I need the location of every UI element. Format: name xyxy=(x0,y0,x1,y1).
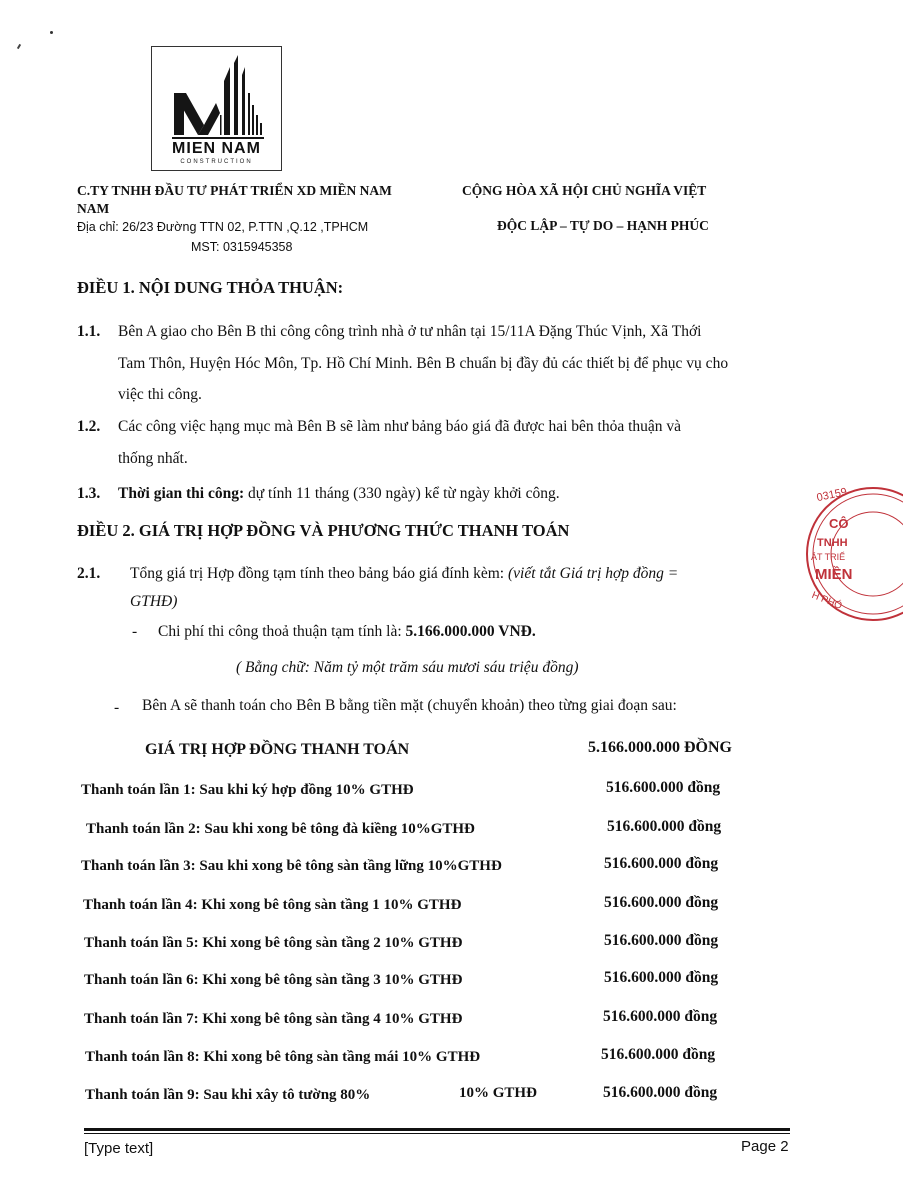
svg-text:03159: 03159 xyxy=(815,486,849,505)
clause-2-1-text: Tổng giá trị Hợp đồng tạm tính theo bảng báo giá đính kèm: xyxy=(130,565,508,582)
amount-in-words: ( Bằng chữ: Năm tỷ một trăm sáu mươi sáu triệu đồng) xyxy=(236,659,579,676)
article-2-title: ĐIỀU 2. GIÁ TRỊ HỢP ĐỒNG VÀ PHƯƠNG THỨC THANH TOÁN xyxy=(77,521,570,540)
national-motto: ĐỘC LẬP – TỰ DO – HẠNH PHÚC xyxy=(497,218,709,233)
payment-stage-amount: 516.600.000 đồng xyxy=(604,969,719,986)
cost-value: 5.166.000.000 VNĐ. xyxy=(405,623,536,640)
clause-1-1-line3: việc thi công. xyxy=(118,386,202,403)
company-address: Địa chỉ: 26/23 Đường TTN 02, P.TTN ,Q.12 ,TPHCM xyxy=(77,220,369,234)
payment-stage-label: Thanh toán lần 3: Sau khi xong bê tông sàn tầng lững 10%GTHĐ xyxy=(81,858,502,874)
payment-stage-label: Thanh toán lần 7: Khi xong bê tông sàn tầng 4 10% GTHĐ xyxy=(84,1011,463,1027)
svg-text:CÔ: CÔ xyxy=(829,516,849,531)
scan-mark xyxy=(17,44,21,49)
national-title: CỘNG HÒA XÃ HỘI CHỦ NGHĨA VIỆT xyxy=(462,183,707,198)
tax-code: MST: 0315945358 xyxy=(191,240,293,254)
payment-stage-label: Thanh toán lần 8: Khi xong bê tông sàn tầng mái 10% GTHĐ xyxy=(85,1049,481,1065)
company-logo xyxy=(151,46,282,171)
payment-stage-label: Thanh toán lần 1: Sau khi ký hợp đồng 10% GTHĐ xyxy=(81,782,414,798)
clause-1-1-line1: Bên A giao cho Bên B thi công công trình nhà ở tư nhân tại 15/11A Đặng Thúc Vịnh, Xã Thới xyxy=(118,323,702,340)
scan-mark xyxy=(50,31,53,34)
clause-1-2-line1: Các công việc hạng mục mà Bên B sẽ làm như bảng báo giá đã được hai bên thỏa thuận và xyxy=(118,418,682,435)
contract-value-total: 5.166.000.000 ĐỒNG xyxy=(588,739,732,756)
company-name-cont: NAM xyxy=(77,201,110,216)
payment-intro: Bên A sẽ thanh toán cho Bên B bằng tiền mặt (chuyển khoản) theo từng giai đoạn sau: xyxy=(142,697,677,714)
footer-rule xyxy=(84,1128,790,1131)
payment-stage-amount: 516.600.000 đồng xyxy=(604,855,719,872)
bullet-dash: - xyxy=(114,699,120,716)
payment-stage-label: Thanh toán lần 2: Sau khi xong bê tông đà kiềng 10%GTHĐ xyxy=(86,821,475,837)
payment-stage-amount: 516.600.000 đồng xyxy=(604,932,719,949)
clause-2-1-abbr-cont: GTHĐ) xyxy=(130,593,178,610)
payment-stage-label: Thanh toán lần 5: Khi xong bê tông sàn tầng 2 10% GTHĐ xyxy=(84,935,463,951)
svg-text:MIỀN: MIỀN xyxy=(815,566,853,583)
building-logo-icon xyxy=(164,53,270,153)
payment-stage-amount: 516.600.000 đồng xyxy=(603,1084,718,1101)
logo-name: MIEN NAM xyxy=(172,140,261,157)
article-1-title: ĐIỀU 1. NỘI DUNG THỎA THUẬN: xyxy=(77,278,344,297)
clause-1-1-line2: Tam Thôn, Huyện Hóc Môn, Tp. Hồ Chí Minh. Bên B chuẩn bị đầy đủ các thiết bị để phục vụ cho xyxy=(118,355,729,372)
clause-2-1-line1 xyxy=(130,558,678,589)
payment-stage-amount: 516.600.000 đồng xyxy=(603,1008,718,1025)
clause-1-2-line2: thống nhất. xyxy=(118,450,188,467)
clause-number: 2.1. xyxy=(77,565,101,582)
clause-1-3-text: dự tính 11 tháng (330 ngày) kể từ ngày khởi công. xyxy=(244,485,560,502)
svg-text:ÁT TRIỂ: ÁT TRIỂ xyxy=(811,552,846,562)
clause-number: 1.3. xyxy=(77,485,101,502)
cost-prefix: Chi phí thi công thoả thuận tạm tính là: xyxy=(158,623,406,640)
cost-line xyxy=(158,616,536,647)
bullet-dash: - xyxy=(132,623,138,640)
company-name: C.TY TNHH ĐẦU TƯ PHÁT TRIỂN XD MIỀN NAM xyxy=(77,183,392,198)
footer-placeholder: [Type text] xyxy=(84,1140,154,1157)
clause-1-3-label: Thời gian thi công: xyxy=(118,485,245,502)
clause-number: 1.2. xyxy=(77,418,101,435)
logo-subtitle: CONSTRUCTION xyxy=(180,159,253,165)
payment-stage-label: Thanh toán lần 4: Khi xong bê tông sàn tầng 1 10% GTHĐ xyxy=(83,897,462,913)
payment-stage-amount: 516.600.000 đồng xyxy=(601,1046,716,1063)
svg-text:TNHH: TNHH xyxy=(817,537,848,549)
payment-stage-percent: 10% GTHĐ xyxy=(459,1085,537,1101)
payment-stage-label: Thanh toán lần 6: Khi xong bê tông sàn tầng 3 10% GTHĐ xyxy=(84,972,463,988)
payment-stage-amount: 516.600.000 đồng xyxy=(606,779,721,796)
clause-1-3 xyxy=(118,478,560,509)
clause-number: 1.1. xyxy=(77,323,101,340)
page-number: Page 2 xyxy=(741,1138,789,1155)
payment-stage-amount: 516.600.000 đồng xyxy=(604,894,719,911)
contract-value-label: GIÁ TRỊ HỢP ĐỒNG THANH TOÁN xyxy=(145,741,410,758)
svg-text:H PHÓ: H PHÓ xyxy=(810,589,844,613)
clause-2-1-abbr: (viết tắt Giá trị hợp đồng = xyxy=(507,565,679,582)
company-seal-icon xyxy=(803,474,903,634)
footer-rule-thin xyxy=(84,1133,790,1134)
payment-stage-amount: 516.600.000 đồng xyxy=(607,818,722,835)
payment-stage-label: Thanh toán lần 9: Sau khi xây tô tường 80% xyxy=(85,1087,371,1103)
